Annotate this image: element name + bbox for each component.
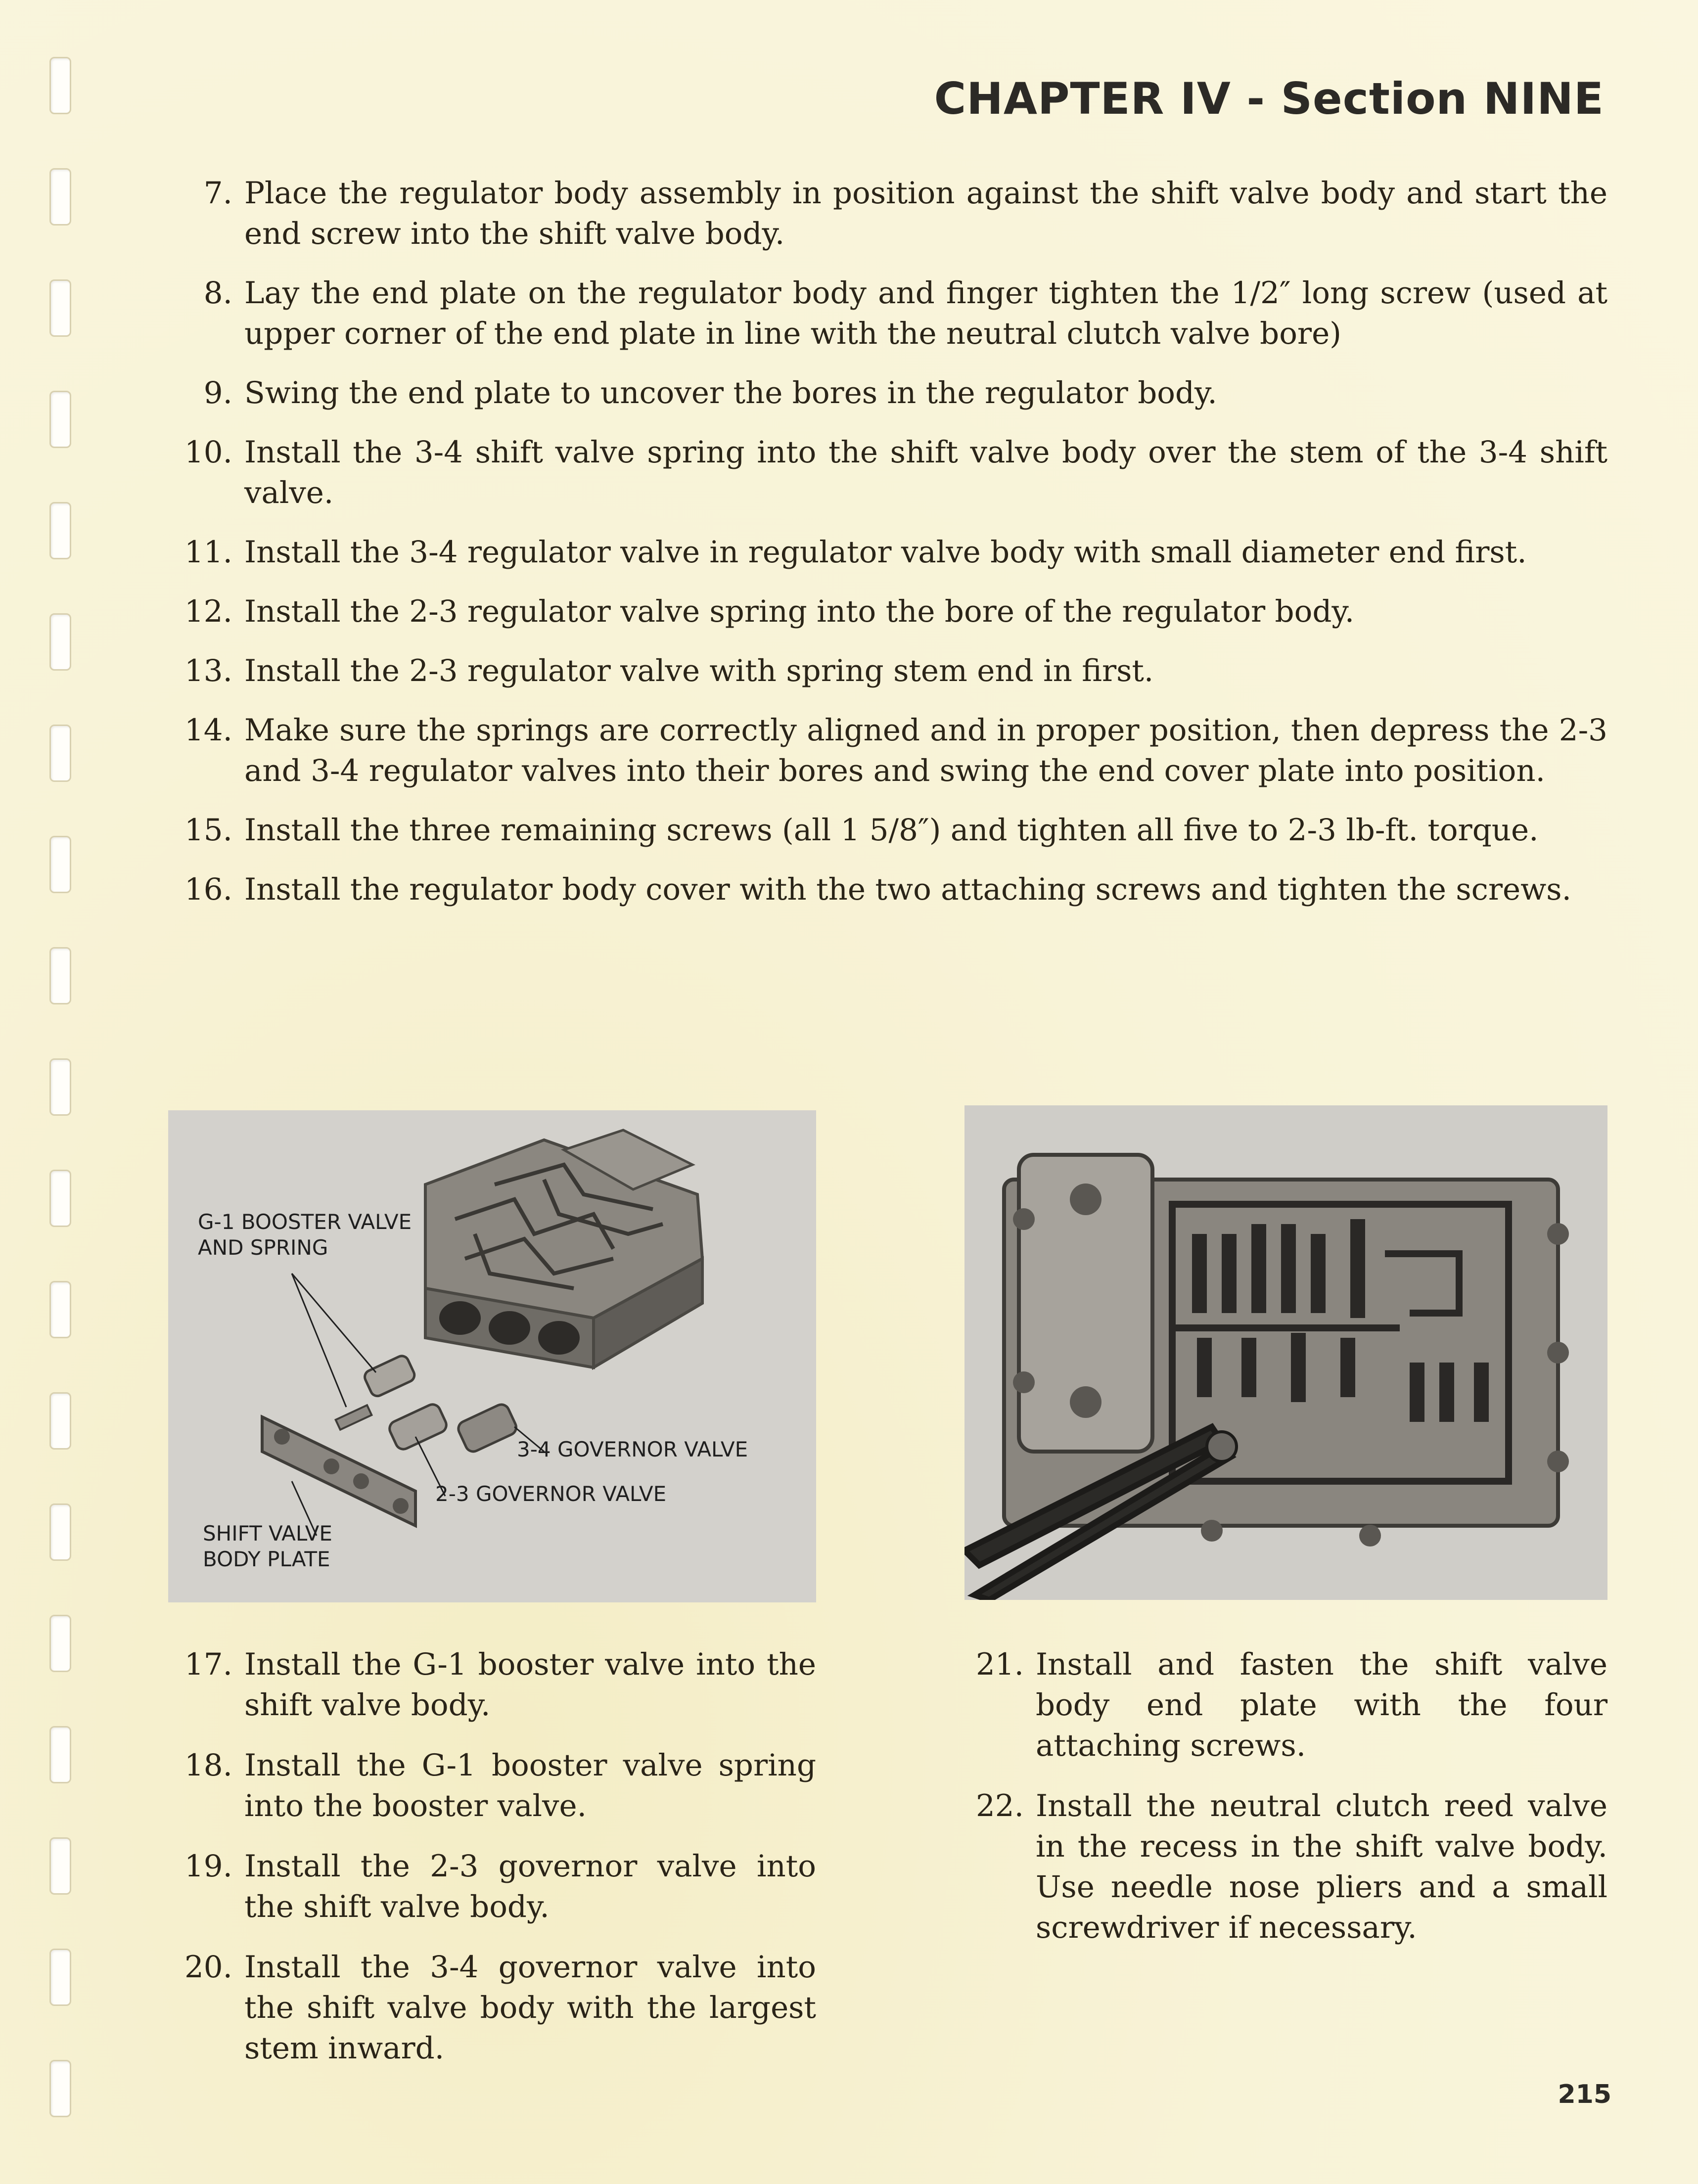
binding-hole <box>49 1058 71 1116</box>
step-item <box>163 373 1607 413</box>
step-number: 14. <box>184 713 232 748</box>
step-text: Install the 2-3 regulator valve with spring stem end in first. <box>244 653 1154 688</box>
step-text: Install the 2-3 governor valve into the shift valve body. <box>244 1849 816 1924</box>
chapter-heading: CHAPTER IV - Section NINE <box>934 73 1604 124</box>
binding-hole <box>49 1949 71 2006</box>
binding-hole <box>49 725 71 782</box>
step-item <box>163 1745 816 1826</box>
step-number: 18. <box>184 1748 232 1783</box>
binding-hole <box>49 836 71 893</box>
step-number: 20. <box>184 1950 232 1985</box>
binding-hole <box>49 2060 71 2117</box>
step-text: Install the three remaining screws (all 1 5/8″) and tighten all five to 2-3 lb-ft. torque. <box>244 813 1539 848</box>
step-item <box>163 592 1607 632</box>
step-text: Install the regulator body cover with the two attaching screws and tighten the screws. <box>244 872 1571 907</box>
step-number: 12. <box>184 594 232 629</box>
binding-hole <box>49 613 71 671</box>
step-number: 17. <box>184 1647 232 1682</box>
exploded-valve-photo <box>168 1110 816 1602</box>
step-item <box>163 651 1607 691</box>
step-item <box>163 869 1607 910</box>
step-text: Install and fasten the shift valve body end plate with the four attaching screws. <box>1036 1647 1607 1763</box>
callout-shift-valve-body-plate: SHIFT VALVE BODY PLATE <box>203 1521 332 1571</box>
steps-top <box>163 173 1607 929</box>
binding-hole <box>49 1392 71 1450</box>
step-item <box>163 173 1607 254</box>
step-number: 11. <box>184 535 232 570</box>
step-text: Swing the end plate to uncover the bores in the regulator body. <box>244 375 1217 410</box>
binding-hole <box>49 168 71 226</box>
step-number: 8. <box>203 275 232 311</box>
step-item <box>163 273 1607 354</box>
step-item <box>163 432 1607 513</box>
callout-booster-valve: G-1 BOOSTER VALVE AND SPRING <box>198 1210 412 1260</box>
binding-hole <box>49 391 71 448</box>
binding-hole <box>49 1726 71 1783</box>
step-item <box>955 1644 1607 1766</box>
step-number: 9. <box>203 375 232 410</box>
step-number: 15. <box>184 813 232 848</box>
step-number: 22. <box>975 1788 1024 1823</box>
step-text: Install the G-1 booster valve spring into the booster valve. <box>244 1748 816 1823</box>
step-text: Install the 3-4 regulator valve in regulator valve body with small diameter end first. <box>244 535 1527 570</box>
step-text: Install the 3-4 governor valve into the shift valve body with the largest stem inward. <box>244 1950 816 2066</box>
step-number: 13. <box>184 653 232 688</box>
step-number: 7. <box>203 176 232 211</box>
steps-left-column <box>163 1644 816 2089</box>
step-number: 10. <box>184 435 232 470</box>
step-text: Install the neutral clutch reed valve in the recess in the shift valve body. Use needle nose pliers and a small screwdriver if necessary. <box>1036 1788 1607 1945</box>
valve-body-pliers-illustration <box>964 1105 1607 1600</box>
step-item <box>163 1947 816 2069</box>
step-item <box>163 532 1607 573</box>
step-item <box>955 1786 1607 1948</box>
step-text: Install the 3-4 shift valve spring into the shift valve body over the stem of the 3-4 shift valve. <box>244 435 1607 510</box>
binding-hole <box>49 502 71 559</box>
step-text: Make sure the springs are correctly aligned and in proper position, then depress the 2-3 and 3-4 regulator valves into their bores and swing the end cover plate into position. <box>244 713 1607 788</box>
callout-2-3-governor-valve: 2-3 GOVERNOR VALVE <box>435 1482 667 1506</box>
binding-hole <box>49 57 71 114</box>
binding-hole <box>49 279 71 337</box>
binding-hole <box>49 1615 71 1672</box>
binding-holes <box>49 57 69 2134</box>
step-number: 16. <box>184 872 232 907</box>
step-text: Lay the end plate on the regulator body and finger tighten the 1/2″ long screw (used at upper corner of the end plate in line with the neutral clutch valve bore) <box>244 275 1607 351</box>
reed-valve-install-photo <box>964 1105 1607 1600</box>
page-number: 215 <box>1558 2080 1611 2109</box>
step-item <box>163 1846 816 1927</box>
binding-hole <box>49 1503 71 1561</box>
step-text: Place the regulator body assembly in position against the shift valve body and start the end screw into the shift valve body. <box>244 176 1607 251</box>
step-item <box>163 710 1607 791</box>
step-item <box>163 810 1607 851</box>
binding-hole <box>49 1281 71 1338</box>
step-number: 19. <box>184 1849 232 1884</box>
step-item <box>163 1644 816 1726</box>
step-text: Install the 2-3 regulator valve spring into the bore of the regulator body. <box>244 594 1355 629</box>
steps-right-column <box>955 1644 1607 1968</box>
binding-hole <box>49 947 71 1004</box>
binding-hole <box>49 1170 71 1227</box>
step-text: Install the G-1 booster valve into the shift valve body. <box>244 1647 816 1723</box>
binding-hole <box>49 1837 71 1895</box>
step-number: 21. <box>975 1647 1024 1682</box>
callout-3-4-governor-valve: 3-4 GOVERNOR VALVE <box>517 1437 748 1461</box>
